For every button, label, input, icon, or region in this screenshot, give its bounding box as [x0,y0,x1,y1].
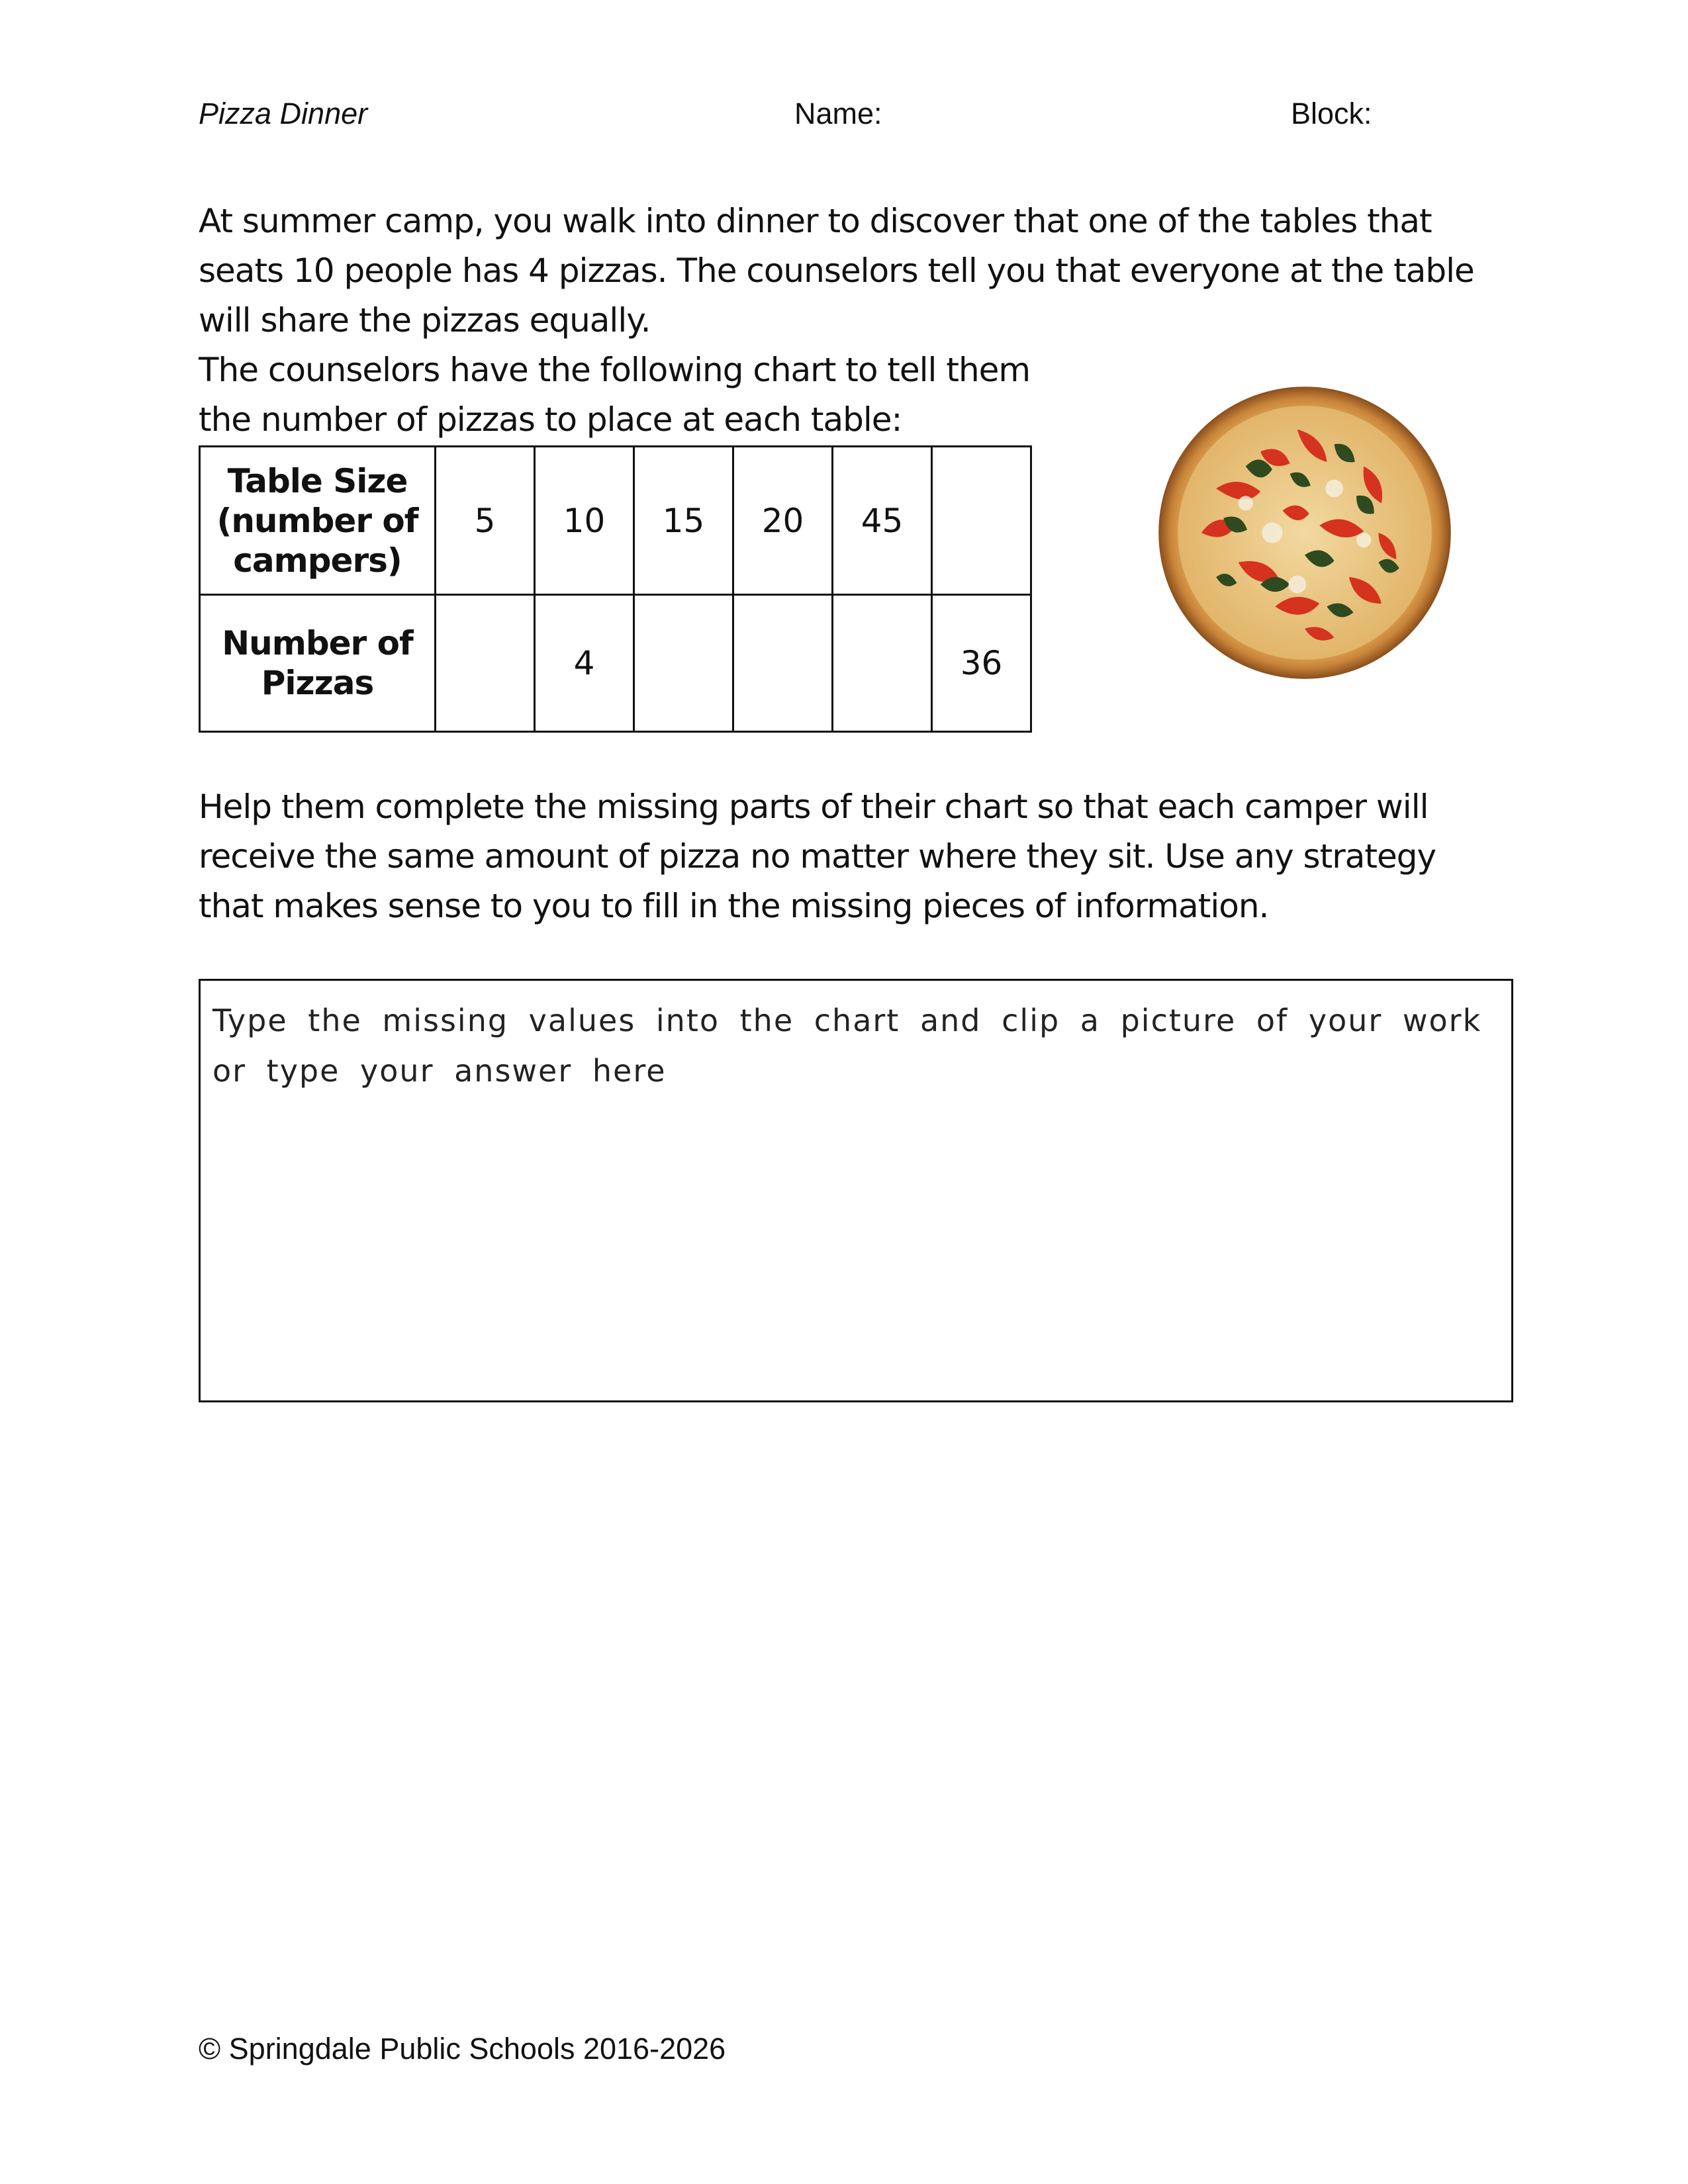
intro-paragraph: At summer camp, you walk into dinner to discover that one of the tables that seats 10 people has 4 pizzas. The counselors tell you that everyone at the table will share the pizzas equally. [199,202,1474,340]
table-size-cell[interactable]: 5 [436,447,535,595]
pizza-count-cell[interactable] [436,595,535,732]
pizza-image [1157,385,1452,680]
table-size-cell[interactable] [932,447,1031,595]
table-size-row [200,447,1031,595]
worksheet-title: Pizza Dinner [199,97,368,130]
answer-box[interactable] [199,979,1513,1402]
table-size-cell[interactable]: 45 [833,447,932,595]
table-size-cell[interactable]: 10 [535,447,634,595]
pizza-count-cell[interactable]: 36 [932,595,1031,732]
pizza-count-cell[interactable] [833,595,932,732]
pizza-count-cell[interactable] [634,595,733,732]
chart-intro-paragraph: The counselors have the following chart to tell them the number of pizzas to place at each table: [199,351,1031,439]
pizza-count-row [200,595,1031,732]
name-label: Name: [794,97,882,130]
pizza-count-header: Number of Pizzas [200,595,436,732]
ratio-table [199,445,1032,733]
answer-prompt[interactable]: Type the missing values into the chart and clip a picture of your work or type your answer here [212,1003,1482,1089]
pizza-count-cell[interactable] [733,595,833,732]
copyright-footer: © Springdale Public Schools 2016-2026 [199,2032,726,2066]
table-size-header: Table Size (number of campers) [200,447,436,595]
table-size-cell[interactable]: 20 [733,447,833,595]
instructions-paragraph: Help them complete the missing parts of their chart so that each camper will receive the same amount of pizza no matter where they sit. Use any strategy that makes sense to you to fill in the missing pieces of information. [199,788,1436,925]
block-label: Block: [1291,97,1372,130]
table-size-cell[interactable]: 15 [634,447,733,595]
pizza-count-cell[interactable]: 4 [535,595,634,732]
